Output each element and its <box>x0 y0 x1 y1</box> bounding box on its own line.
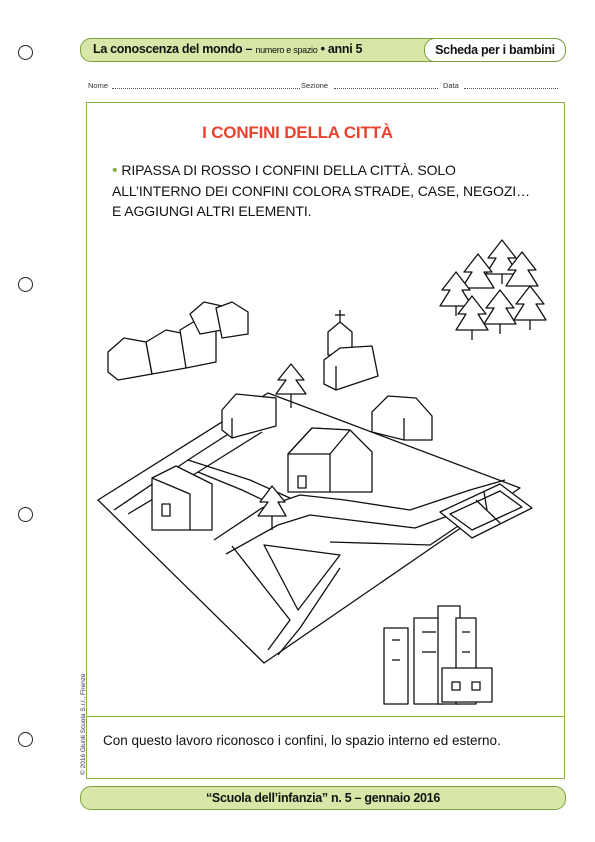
forest-outside <box>440 240 546 340</box>
copyright-note <box>80 673 90 785</box>
bullet-icon: • <box>112 162 118 179</box>
date-label: Data <box>443 81 459 90</box>
worksheet-tag: Scheda per i bambini <box>424 38 566 62</box>
footer-band: “Scuola dell’infanzia” n. 5 – gennaio 2016 <box>80 786 566 810</box>
name-label: Nome <box>88 81 109 90</box>
section-label: Sezione <box>301 81 329 90</box>
age-label: • anni 5 <box>320 42 363 56</box>
page-title: I CONFINI DELLA CITTÀ <box>202 123 393 142</box>
summary-text: Con questo lavoro riconosco i confini, lo spazio interno ed esterno. <box>103 733 501 748</box>
skyscrapers-outside <box>384 606 492 704</box>
topic-label: numero e spazio <box>255 45 318 55</box>
subject-label: La conoscenza del mondo – <box>93 42 253 56</box>
instruction-label: RIPASSA DI ROSSO I CONFINI DELLA CITTÀ. SOLO ALL’INTERNO DEI CONFINI COLORA STRADE, CASE, NEGOZI… E AGGIUNGI ALTRI ELEMENTI. <box>112 162 530 219</box>
church <box>324 310 378 390</box>
village-outside <box>108 302 248 380</box>
copyright-label: © 2016 Giunti Scuola S.r.l., Firenze <box>80 673 87 775</box>
house-right <box>372 396 432 440</box>
